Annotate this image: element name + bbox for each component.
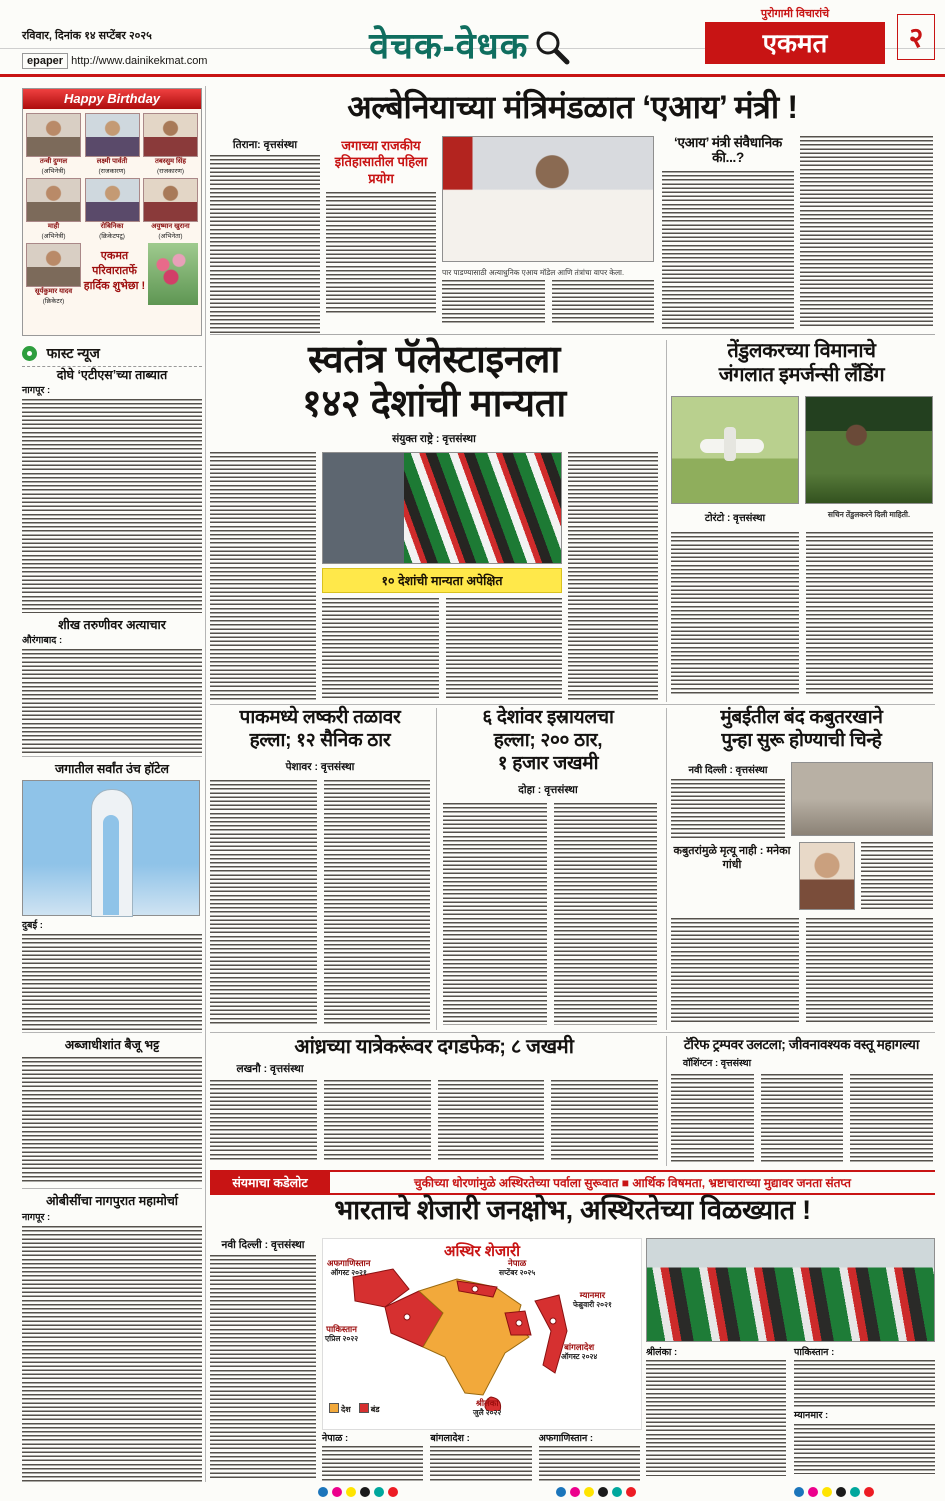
byline: दोहा : वृत्तसंस्था xyxy=(518,784,578,796)
article-body xyxy=(326,192,436,314)
birthday-photo xyxy=(26,113,81,157)
color-dot xyxy=(864,1487,874,1497)
palestine-article[interactable] xyxy=(210,340,658,702)
birthday-title: Happy Birthday xyxy=(23,89,201,109)
masthead-center xyxy=(300,20,640,69)
birthday-role: (अभिनेता) xyxy=(158,233,183,241)
color-dot xyxy=(836,1487,846,1497)
map-label: पाकिस्तान एप्रिल २०२२ xyxy=(325,1324,359,1343)
byline: नवी दिल्ली : वृत्तसंस्था xyxy=(688,765,768,776)
byline: लखनौ : वृत्तसंस्था xyxy=(236,1063,304,1075)
plane-photo xyxy=(671,396,799,504)
color-dot xyxy=(556,1487,566,1497)
section-rule xyxy=(210,1032,935,1033)
article-body xyxy=(210,452,316,700)
article-body xyxy=(551,1080,658,1162)
hotel-photo xyxy=(22,780,200,916)
ai-minister-photo xyxy=(442,136,654,262)
birthday-photo xyxy=(143,113,198,157)
article-body xyxy=(22,649,202,755)
news-headline: ओबीसींचा नागपुरात महामोर्चा xyxy=(46,1194,178,1208)
article-body xyxy=(322,598,439,698)
article-body xyxy=(210,1080,317,1162)
article-headline-line2: हल्ला; १२ सैनिक ठार xyxy=(249,730,391,751)
masthead-rule xyxy=(0,74,945,77)
article-body xyxy=(210,1255,316,1479)
hotel-arch-shape xyxy=(103,815,119,915)
sidebar-rule xyxy=(22,756,202,757)
article-body xyxy=(430,1446,531,1482)
site-url[interactable]: http://www.dainikekmat.com xyxy=(71,55,208,67)
pigeons-photo xyxy=(791,762,933,836)
color-dot xyxy=(360,1487,370,1497)
byline: संयुक्त राष्ट्रे : वृत्तसंस्था xyxy=(392,433,476,445)
birthday-person xyxy=(143,178,198,240)
netanyahu-flags-photo xyxy=(322,452,562,564)
birthday-name: लक्ष्मी पार्वती xyxy=(96,158,128,165)
right-subhead: ‘एआय’ मंत्री संवैधानिक की...? xyxy=(674,135,782,165)
article-body xyxy=(552,280,655,324)
country-lead: पाकिस्तान : xyxy=(794,1348,935,1358)
maneka-gandhi-photo xyxy=(799,842,855,910)
fast-news-icon xyxy=(22,346,37,361)
article-body xyxy=(322,1446,423,1482)
color-dot xyxy=(626,1487,636,1497)
birthday-name: रोबिनिका xyxy=(100,223,124,231)
byline: नवी दिल्ली : वृत्तसंस्था xyxy=(221,1239,305,1251)
article-body xyxy=(794,1424,935,1474)
color-dot xyxy=(808,1487,818,1497)
article-body xyxy=(446,598,563,698)
byline: तिराना: वृत्तसंस्था xyxy=(232,139,298,151)
article-body xyxy=(806,532,934,696)
article-body xyxy=(443,803,547,1025)
strip-badge: संयमाचा कडेलोट xyxy=(210,1172,330,1193)
birthday-photo xyxy=(85,178,140,222)
birthday-name: तबस्सुम सिंह xyxy=(155,158,186,165)
news-headline: अब्जाधीशांत बैजू भट्ट xyxy=(64,1038,160,1052)
birthday-row-2 xyxy=(23,175,201,240)
dateline: नागपूर : xyxy=(22,386,202,396)
birthday-role: (अभिनेत्री) xyxy=(41,168,66,176)
israel-article[interactable] xyxy=(436,708,659,1030)
article-headline-line2: पुन्हा सुरू होण्याची चिन्हे xyxy=(721,730,882,751)
country-lead: म्यानमार : xyxy=(794,1411,935,1421)
news-headline: दोघे ‘एटीएस’च्या ताब्यात xyxy=(56,368,168,382)
birthday-person xyxy=(26,178,81,240)
article-body xyxy=(800,136,933,328)
country-lead: बांगलादेश : xyxy=(430,1434,531,1444)
strip-text: चुकीच्या धोरणांमुळे अस्थिरतेच्या पर्वाला सुरूवात ■ आर्थिक विषमता, भ्रष्टाचाराच्या मुद्यावर जनता संतप्त xyxy=(414,1176,851,1190)
birthday-role: (राजकारण) xyxy=(156,168,185,176)
article-headline-line1: ६ देशांवर इस्रायलचा xyxy=(482,707,614,728)
epaper-link[interactable]: epaper xyxy=(22,53,68,69)
country-lead: अफगाणिस्तान : xyxy=(539,1434,640,1444)
color-dot xyxy=(794,1487,804,1497)
map-label: नेपाळ सप्टेंबर २०२५ xyxy=(499,1258,536,1277)
color-dot xyxy=(388,1487,398,1497)
unstable-neighbors-map xyxy=(322,1238,642,1430)
tariff-article[interactable] xyxy=(666,1036,936,1166)
article-body xyxy=(22,1226,202,1484)
page-number[interactable]: २ xyxy=(897,14,935,60)
sachin-photo xyxy=(805,396,933,504)
red-subhead: जगाच्या राजकीय इतिहासातील पहिला प्रयोग xyxy=(334,138,428,186)
article-body xyxy=(324,780,431,1026)
article-body xyxy=(794,1360,935,1408)
birthday-photo xyxy=(143,178,198,222)
brand-tagline: पुरोगामी विचारांचे xyxy=(760,8,830,20)
birthday-name: माही xyxy=(47,223,60,231)
plane-wing-shape xyxy=(724,427,736,461)
bouquet-image xyxy=(148,243,198,305)
color-dot xyxy=(822,1487,832,1497)
map-label: श्रीलंका जुलै २०२२ xyxy=(473,1398,502,1417)
fast-news-title: फास्ट न्यूज xyxy=(46,345,100,361)
article-headline-line3: १ हजार जखमी xyxy=(497,753,599,774)
color-dot xyxy=(598,1487,608,1497)
birthday-person xyxy=(85,113,140,175)
dateline: नागपूर : xyxy=(22,1213,202,1223)
map-legend: देश बंड xyxy=(329,1403,380,1415)
registration-marks xyxy=(318,1487,398,1497)
birthday-person xyxy=(26,113,81,175)
map-label: अफगाणिस्तान ऑगस्ट २०२१ xyxy=(327,1258,371,1277)
birthday-role: (क्रिकेटर) xyxy=(42,298,65,306)
news-headline: जगातील सर्वांत उंच हॉटेल xyxy=(54,762,169,776)
article-body xyxy=(671,918,799,1022)
country-section xyxy=(794,1348,935,1474)
registration-marks xyxy=(794,1487,874,1497)
quote-caption: कबुतरांमुळे मृत्यू नाही : मनेका गांधी xyxy=(673,845,791,872)
epaper-row xyxy=(22,55,207,67)
protest-photo xyxy=(646,1238,935,1342)
dateline: दुबई : xyxy=(22,921,202,931)
article-headline-line2: जंगलात इमर्जन्सी लँडिंग xyxy=(718,364,885,386)
highlight-box: १० देशांची मान्यता अपेक्षित xyxy=(322,568,562,593)
obc-article[interactable] xyxy=(22,1194,202,1484)
color-dot xyxy=(346,1487,356,1497)
country-section xyxy=(322,1434,423,1482)
birthday-role: (क्रिकेटपटू) xyxy=(99,233,125,241)
fast-news-item[interactable] xyxy=(22,368,202,613)
article-body xyxy=(442,280,545,324)
news-headline: शीख तरुणीवर अत्याचार xyxy=(58,618,166,632)
country-section xyxy=(539,1434,640,1482)
article-headline: टॅरिफ ट्रम्पवर उलटला; जीवनावश्यक वस्तू महागल्या xyxy=(683,1037,920,1052)
article-headline: आंध्रच्या यात्रेकरूंवर दगडफेक; ८ जखमी xyxy=(294,1036,574,1058)
map-graphic xyxy=(323,1258,639,1411)
baiju-article[interactable] xyxy=(22,1038,202,1183)
article-body xyxy=(210,155,320,333)
article-body xyxy=(671,779,785,839)
country-lead: नेपाळ : xyxy=(322,1434,423,1444)
article-headline-line1: पाकमध्ये लष्करी तळावर xyxy=(239,707,401,728)
article-body xyxy=(850,1074,933,1162)
birthday-greeting: एकमत परिवारातर्फे हार्दिक शुभेछा ! xyxy=(83,250,146,292)
masthead-title: वेचक-वेधक xyxy=(369,25,529,66)
color-dot xyxy=(374,1487,384,1497)
birthday-role: (राजकारण) xyxy=(98,168,126,176)
registration-marks xyxy=(556,1487,636,1497)
map-title: अस्थिर शेजारी xyxy=(443,1243,520,1260)
byline: पेशावर : वृत्तसंस्था xyxy=(285,761,355,773)
color-dot xyxy=(612,1487,622,1497)
article-body xyxy=(671,1074,754,1162)
pigeon-article[interactable] xyxy=(666,708,936,1030)
article-body xyxy=(539,1446,640,1482)
article-headline-line1: मुंबईतील बंद कबुतरखाने xyxy=(720,707,883,728)
article-headline: भारताचे शेजारी जनक्षोभ, अस्थिरतेच्या विळख्यात ! xyxy=(334,1195,811,1225)
article-body xyxy=(861,842,933,910)
article-body xyxy=(22,1057,202,1183)
article-body xyxy=(22,399,202,613)
neighbors-article[interactable] xyxy=(210,1196,935,1482)
article-body xyxy=(662,171,794,329)
article-headline-line1: स्वतंत्र पॅलेस्टाइनला xyxy=(308,339,560,381)
pak-attack-article[interactable] xyxy=(210,708,430,1030)
birthday-person xyxy=(26,243,81,305)
article-body xyxy=(22,934,202,1032)
section-rule xyxy=(210,704,935,705)
birthday-name: सूर्यकुमार यादव xyxy=(34,288,73,296)
hotel-article[interactable] xyxy=(22,762,202,1032)
article-body xyxy=(210,780,317,1026)
ai-minister-article[interactable] xyxy=(210,88,935,335)
article-body xyxy=(671,532,799,696)
brand-name: एकमत xyxy=(705,22,885,64)
tendulkar-article[interactable] xyxy=(666,340,936,702)
article-headline-line1: तेंडुलकरच्या विमानाचे xyxy=(727,340,876,362)
article-body xyxy=(761,1074,844,1162)
date-line: रविवार, दिनांक १४ सप्टेंबर २०२५ xyxy=(22,30,152,42)
byline: टोरंटो : वृत्तसंस्था xyxy=(704,513,766,524)
sidebar-divider xyxy=(205,86,206,1482)
country-lead: श्रीलंका : xyxy=(646,1348,786,1358)
andhra-article[interactable] xyxy=(210,1036,658,1166)
brand-logo[interactable] xyxy=(705,6,885,64)
fast-news-header xyxy=(22,344,202,367)
article-body xyxy=(438,1080,545,1162)
color-dot xyxy=(332,1487,342,1497)
country-section xyxy=(430,1434,531,1482)
birthday-person xyxy=(143,113,198,175)
birthday-row-1 xyxy=(23,109,201,175)
birthday-box[interactable] xyxy=(22,88,202,336)
magnifier-icon xyxy=(533,28,571,66)
photo-caption: सचिन तेंडुलकरने दिली माहिती. xyxy=(827,510,911,519)
color-dot xyxy=(570,1487,580,1497)
article-body xyxy=(806,918,934,1022)
birthday-photo xyxy=(26,243,81,287)
article-headline-line2: हल्ला; २०० ठार, xyxy=(493,730,603,751)
article-body xyxy=(646,1360,786,1476)
sidebar-rule xyxy=(22,1032,202,1033)
map-label: म्यानमार फेब्रुवारी २०२१ xyxy=(573,1290,612,1309)
birthday-photo xyxy=(85,113,140,157)
color-dot xyxy=(584,1487,594,1497)
red-strip xyxy=(210,1170,935,1195)
byline: वॉशिंग्टन : वृत्तसंस्था xyxy=(682,1058,752,1069)
article-headline-line2: १४२ देशांची मान्यता xyxy=(302,383,566,425)
photo-caption: पार पाडण्यासाठी अत्याधुनिक एआय मॉडेल आणि तंत्रांचा वापर केला. xyxy=(442,268,625,277)
birthday-name: अयुष्मान खुराना xyxy=(151,223,190,231)
color-dot xyxy=(318,1487,328,1497)
country-section xyxy=(646,1348,786,1476)
article-body xyxy=(568,452,658,700)
map-label: बांगलादेश ऑगस्ट २०२४ xyxy=(561,1342,598,1361)
article-headline: अल्बेनियाच्या मंत्रिमंडळात ‘एआय’ मंत्री ! xyxy=(347,89,798,125)
birthday-row-3 xyxy=(23,240,201,305)
article-body xyxy=(554,803,658,1025)
sidebar-rule xyxy=(22,1188,202,1189)
article-body xyxy=(324,1080,431,1162)
dateline: औरंगाबाद : xyxy=(22,636,202,646)
birthday-name: तन्वी दुग्गल xyxy=(39,158,68,165)
birthday-person xyxy=(85,178,140,240)
birthday-role: (अभिनेत्री) xyxy=(41,233,66,241)
birthday-photo xyxy=(26,178,81,222)
color-dot xyxy=(850,1487,860,1497)
fast-news-item[interactable] xyxy=(22,618,202,755)
